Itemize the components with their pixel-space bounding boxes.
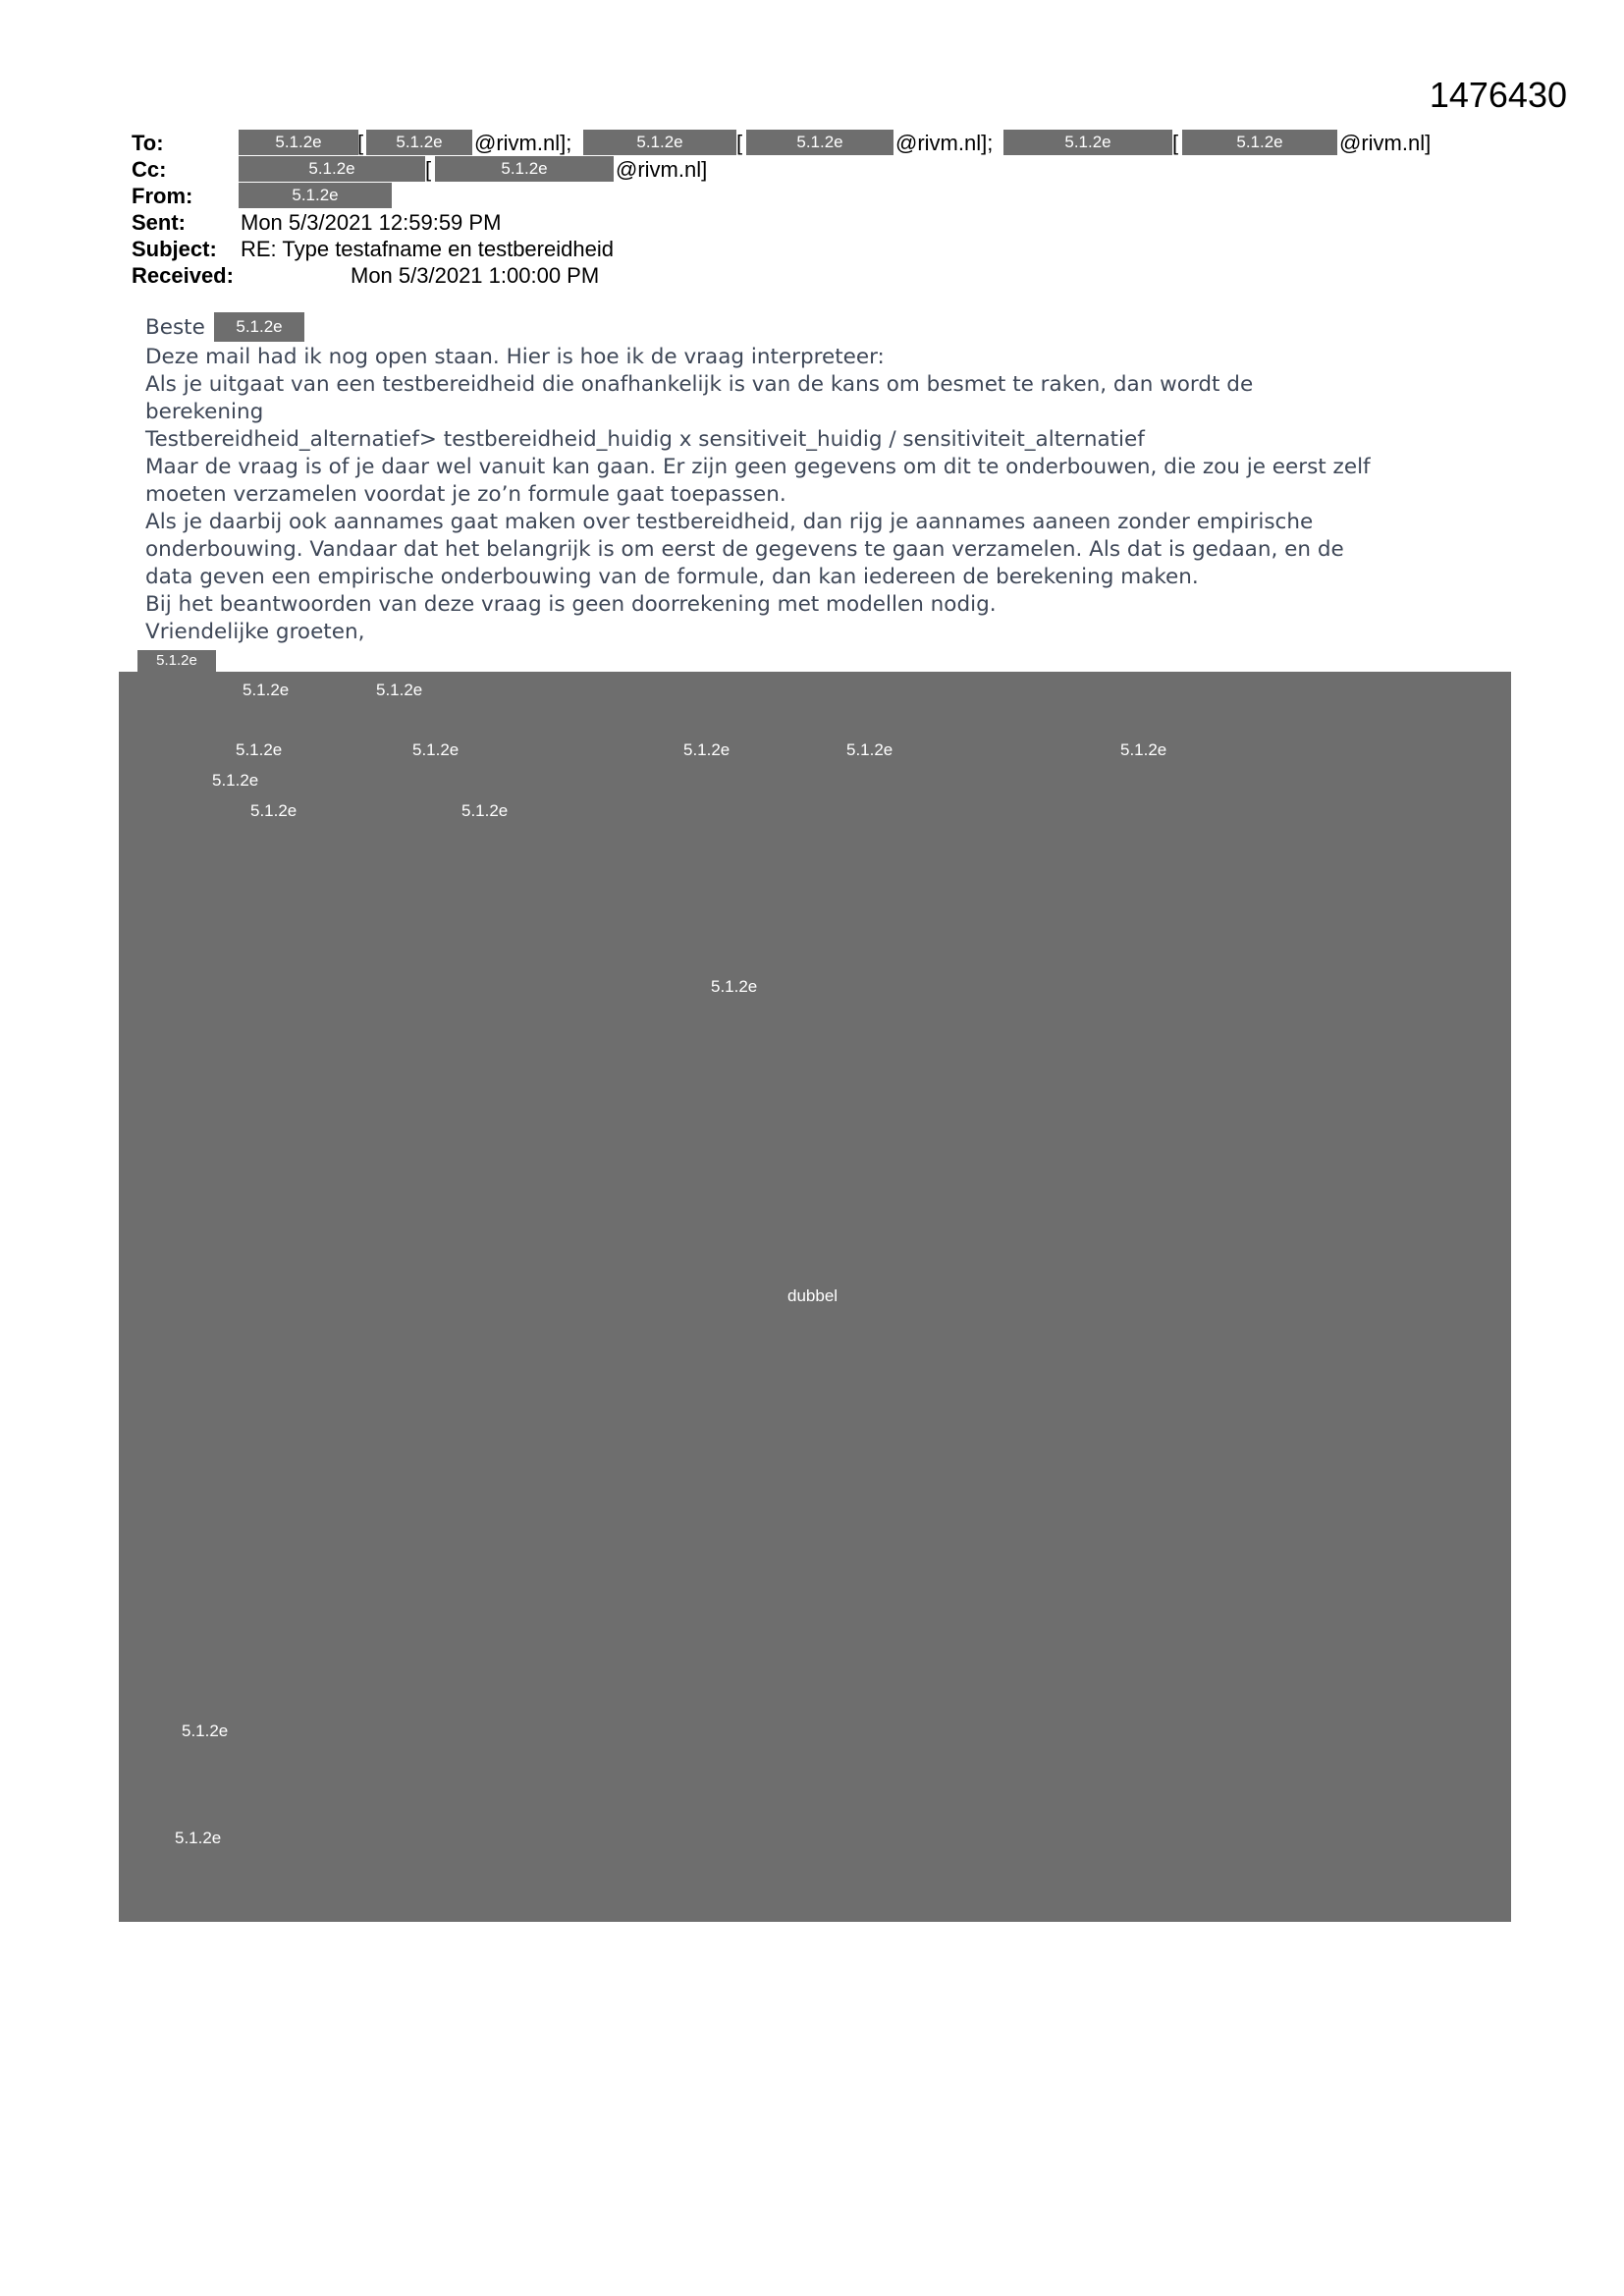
redaction-box: 5.1.2e bbox=[137, 650, 216, 672]
from-label: From: bbox=[132, 184, 193, 208]
redaction-box: 5.1.2e bbox=[583, 130, 736, 155]
subject-label: Subject: bbox=[132, 237, 217, 261]
received-label: Received: bbox=[132, 263, 234, 288]
redaction-label: 5.1.2e bbox=[683, 740, 731, 759]
redaction-label: 5.1.2e bbox=[711, 977, 758, 996]
redacted-block bbox=[119, 672, 1511, 1922]
redaction-box: 5.1.2e bbox=[746, 130, 893, 155]
greeting: Beste bbox=[145, 315, 205, 340]
body-line: data geven een empirische onderbouwing van de formule, dan kan iedereen de berekening maken. bbox=[145, 565, 1199, 589]
redaction-label: 5.1.2e bbox=[412, 740, 460, 759]
redaction-box: 5.1.2e bbox=[366, 130, 472, 155]
body-line: Testbereidheid_alternatief> testbereidheid_huidig x sensitiveit_huidig / sensitiviteit_alternatief bbox=[145, 427, 1145, 452]
open-bracket: [ bbox=[1172, 131, 1179, 155]
email-domain: @rivm.nl] bbox=[1339, 131, 1432, 155]
redaction-box: 5.1.2e bbox=[1003, 130, 1172, 155]
redaction-reason: dubbel bbox=[787, 1286, 839, 1305]
subject-value: RE: Type testafname en testbereidheid bbox=[241, 237, 614, 261]
body-line: Vriendelijke groeten, bbox=[145, 620, 365, 644]
body-line: berekening bbox=[145, 400, 264, 424]
redaction-box: 5.1.2e bbox=[239, 183, 392, 208]
redaction-label: 5.1.2e bbox=[182, 1722, 229, 1740]
body-line: Bij het beantwoorden van deze vraag is geen doorrekening met modellen nodig. bbox=[145, 592, 997, 617]
redaction-label: 5.1.2e bbox=[376, 681, 423, 699]
redaction-box: 5.1.2e bbox=[1182, 130, 1337, 155]
cc-label: Cc: bbox=[132, 157, 167, 182]
redaction-box: 5.1.2e bbox=[435, 156, 614, 182]
body-line: Deze mail had ik nog open staan. Hier is hoe ik de vraag interpreteer: bbox=[145, 345, 885, 369]
body-line: Maar de vraag is of je daar wel vanuit kan gaan. Er zijn geen gegevens om dit te onderbouwen, die zou je eerst zelf bbox=[145, 455, 1371, 479]
email-domain: @rivm.nl]; bbox=[474, 131, 572, 155]
body-line: Als je uitgaat van een testbereidheid die onafhankelijk is van de kans om besmet te raken, dan wordt de bbox=[145, 372, 1254, 397]
email-domain: @rivm.nl] bbox=[616, 157, 708, 182]
open-bracket: [ bbox=[736, 131, 743, 155]
body-line: Als je daarbij ook aannames gaat maken over testbereidheid, dan rijg je aannames aaneen zonder empirische bbox=[145, 510, 1314, 534]
redaction-label: 5.1.2e bbox=[243, 681, 290, 699]
open-bracket: [ bbox=[357, 131, 364, 155]
received-value: Mon 5/3/2021 1:00:00 PM bbox=[351, 263, 600, 288]
sent-value: Mon 5/3/2021 12:59:59 PM bbox=[241, 210, 502, 235]
document-number: 1476430 bbox=[1429, 75, 1567, 115]
body-line: onderbouwing. Vandaar dat het belangrijk is om eerst de gegevens te gaan verzamelen. Als dat is gedaan, en de bbox=[145, 537, 1344, 562]
open-bracket: [ bbox=[425, 157, 432, 182]
to-label: To: bbox=[132, 131, 164, 155]
redaction-label: 5.1.2e bbox=[212, 771, 259, 790]
redaction-label: 5.1.2e bbox=[846, 740, 893, 759]
sent-label: Sent: bbox=[132, 210, 186, 235]
redaction-box: 5.1.2e bbox=[239, 130, 358, 155]
body-line: moeten verzamelen voordat je zo’n formule gaat toepassen. bbox=[145, 482, 786, 507]
redaction-label: 5.1.2e bbox=[1120, 740, 1167, 759]
email-domain: @rivm.nl]; bbox=[895, 131, 994, 155]
redaction-label: 5.1.2e bbox=[175, 1829, 222, 1847]
redaction-box: 5.1.2e bbox=[214, 312, 304, 342]
redaction-label: 5.1.2e bbox=[250, 801, 298, 820]
redaction-label: 5.1.2e bbox=[461, 801, 509, 820]
redaction-box: 5.1.2e bbox=[239, 156, 425, 182]
redaction-label: 5.1.2e bbox=[236, 740, 283, 759]
